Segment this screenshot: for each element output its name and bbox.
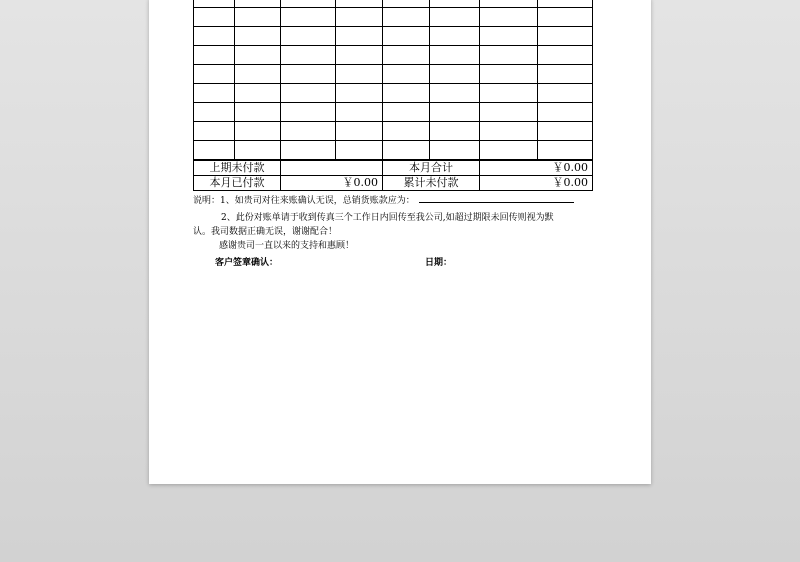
prev-unpaid-value <box>281 160 383 176</box>
table-cell[interactable] <box>430 46 480 65</box>
table-cell[interactable] <box>336 27 383 46</box>
table-cell[interactable] <box>383 0 430 8</box>
table-row <box>194 103 593 122</box>
summary-row-1 <box>194 160 593 176</box>
table-cell[interactable] <box>194 141 235 161</box>
cum-unpaid-label: 累计未付款 <box>383 176 480 191</box>
table-cell[interactable] <box>480 0 538 8</box>
month-total-value: ￥0.00 <box>480 160 593 176</box>
table-cell[interactable] <box>480 122 538 141</box>
note-line-4: 感谢贵司一直以来的支持和惠顾！ <box>219 241 355 251</box>
table-cell[interactable] <box>235 122 281 141</box>
table-cell[interactable] <box>336 141 383 161</box>
table-cell[interactable] <box>480 141 538 161</box>
note-line-3: 认。我司数据正确无误，谢谢配合！ <box>193 227 338 237</box>
table-cell[interactable] <box>538 122 593 141</box>
table-cell[interactable] <box>538 8 593 27</box>
document-page <box>149 0 651 484</box>
statement-grid-body <box>194 0 593 160</box>
table-cell[interactable] <box>538 27 593 46</box>
table-cell[interactable] <box>235 84 281 103</box>
table-cell[interactable] <box>281 141 336 161</box>
table-cell[interactable] <box>430 122 480 141</box>
table-cell[interactable] <box>235 46 281 65</box>
note-line-1 <box>193 194 574 207</box>
table-cell[interactable] <box>235 8 281 27</box>
table-cell[interactable] <box>383 84 430 103</box>
table-cell[interactable] <box>194 65 235 84</box>
table-cell[interactable] <box>281 8 336 27</box>
table-cell[interactable] <box>538 103 593 122</box>
table-cell[interactable] <box>480 27 538 46</box>
table-cell[interactable] <box>430 65 480 84</box>
table-cell[interactable] <box>538 65 593 84</box>
table-cell[interactable] <box>194 27 235 46</box>
table-cell[interactable] <box>194 8 235 27</box>
table-row <box>194 0 593 8</box>
note-line-1-text: 说明：1、如贵司对往来账确认无误，总销货账款应为： <box>193 196 415 206</box>
table-cell[interactable] <box>281 84 336 103</box>
month-paid-value: ￥0.00 <box>281 176 383 191</box>
table-cell[interactable] <box>383 27 430 46</box>
table-row <box>194 122 593 141</box>
statement-table <box>193 0 593 191</box>
table-cell[interactable] <box>383 122 430 141</box>
table-cell[interactable] <box>480 103 538 122</box>
table-cell[interactable] <box>383 65 430 84</box>
table-cell[interactable] <box>194 84 235 103</box>
table-row <box>194 27 593 46</box>
table-cell[interactable] <box>194 46 235 65</box>
table-row <box>194 84 593 103</box>
table-row <box>194 46 593 65</box>
table-row <box>194 141 593 161</box>
table-cell[interactable] <box>281 27 336 46</box>
table-cell[interactable] <box>480 46 538 65</box>
table-cell[interactable] <box>235 103 281 122</box>
table-cell[interactable] <box>430 103 480 122</box>
table-cell[interactable] <box>430 27 480 46</box>
summary-row-2 <box>194 176 593 191</box>
customer-signature-label: 客户签章确认： <box>215 258 279 268</box>
table-row <box>194 65 593 84</box>
table-cell[interactable] <box>336 65 383 84</box>
table-cell[interactable] <box>430 8 480 27</box>
table-cell[interactable] <box>281 103 336 122</box>
table-cell[interactable] <box>336 0 383 8</box>
table-cell[interactable] <box>538 141 593 161</box>
table-cell[interactable] <box>480 84 538 103</box>
table-cell[interactable] <box>538 84 593 103</box>
amount-blank-line[interactable] <box>419 194 574 203</box>
table-cell[interactable] <box>538 0 593 8</box>
table-cell[interactable] <box>383 46 430 65</box>
table-cell[interactable] <box>430 0 480 8</box>
month-paid-label: 本月已付款 <box>194 176 281 191</box>
table-cell[interactable] <box>336 84 383 103</box>
table-cell[interactable] <box>480 65 538 84</box>
table-cell[interactable] <box>383 8 430 27</box>
table-cell[interactable] <box>281 65 336 84</box>
table-cell[interactable] <box>281 46 336 65</box>
month-total-label: 本月合计 <box>383 160 480 176</box>
table-cell[interactable] <box>235 0 281 8</box>
table-cell[interactable] <box>430 84 480 103</box>
table-cell[interactable] <box>235 65 281 84</box>
table-cell[interactable] <box>194 122 235 141</box>
date-label: 日期： <box>425 258 453 268</box>
table-cell[interactable] <box>336 103 383 122</box>
table-cell[interactable] <box>235 27 281 46</box>
table-cell[interactable] <box>383 103 430 122</box>
table-cell[interactable] <box>235 141 281 161</box>
table-row <box>194 8 593 27</box>
table-cell[interactable] <box>336 122 383 141</box>
prev-unpaid-label: 上期未付款 <box>194 160 281 176</box>
table-cell[interactable] <box>194 0 235 8</box>
table-cell[interactable] <box>281 122 336 141</box>
table-cell[interactable] <box>538 46 593 65</box>
table-cell[interactable] <box>336 8 383 27</box>
table-cell[interactable] <box>336 46 383 65</box>
table-cell[interactable] <box>194 103 235 122</box>
cum-unpaid-value: ￥0.00 <box>480 176 593 191</box>
table-cell[interactable] <box>383 141 430 161</box>
table-cell[interactable] <box>480 8 538 27</box>
note-line-2: 2、此份对账单请于收到传真三个工作日内回传至我公司,如超过期限未回传则视为默 <box>221 213 554 223</box>
table-cell[interactable] <box>281 0 336 8</box>
table-cell[interactable] <box>430 141 480 161</box>
